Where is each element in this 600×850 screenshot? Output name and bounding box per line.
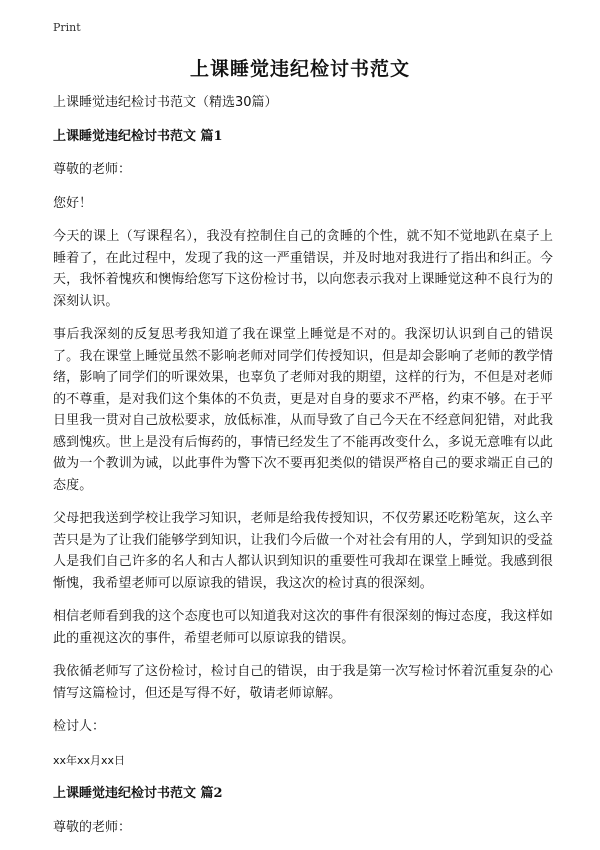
- salutation: 尊敬的老师：: [53, 162, 132, 177]
- body-paragraph: 父母把我送到学校让我学习知识，老师是给我传授知识，不仅劳累还吃粉笔灰，这么辛苦只是为了让我们能够学到知识，让我们今后做一个对社会有用的人，学到知识的受益人是我们自己许多的名人和古人都认识到知识的重要性可我却在课堂上睡觉。我感到很惭愧，我希望老师可以原谅我的错误，我这次的检讨真的很深刻。: [53, 511, 553, 591]
- body-paragraph: 我依循老师写了这份检讨，检讨自己的错误，由于我是第一次写检讨怀着沉重复杂的心情写这篇检讨，但还是写得不好，敬请老师谅解。: [53, 664, 553, 701]
- print-link[interactable]: Print: [53, 21, 81, 34]
- body-paragraph: 相信老师看到我的这个态度也可以知道我对这次的事件有很深刻的悔过态度，我这样如此的重视这次的事件，希望老师可以原谅我的错误。: [53, 609, 553, 646]
- document-subtitle: 上课睡觉违纪检讨书范文（精选30篇）: [53, 95, 278, 110]
- date-line: xx年xx月xx日: [53, 753, 126, 767]
- section-heading: 上课睡觉违纪检讨书范文 篇2: [53, 786, 223, 801]
- document-title: 上课睡觉违纪检讨书范文: [189, 58, 410, 80]
- signer-label: 检讨人：: [53, 719, 106, 734]
- body-paragraph: 今天的课上（写课程名），我没有控制住自己的贪睡的个性，就不知不觉地趴在桌子上睡着了，在此过程中，发现了我的这一严重错误，并及时地对我进行了指出和纠正。今天，我怀着愧疚和懊悔给您写下这份检讨书，以向您表示我对上课睡觉这种不良行为的深刻认识。: [53, 229, 553, 309]
- document-body: [53, 92, 553, 850]
- salutation: 尊敬的老师：: [53, 819, 132, 835]
- greeting: 您好！: [53, 195, 93, 211]
- body-paragraph: 事后我深刻的反复思考我知道了我在课堂上睡觉是不对的。我深切认识到自己的错误了。我在课堂上睡觉虽然不影响老师对同学们传授知识，但是却会影响了老师的教学情绪，影响了同学们的听课效果，也辜负了老师对我的期望，这样的行为，不但是对老师的不尊重，是对我们这个集体的不负责，更是对自身的要求不严格，约束不够。在于平日里我一贯对自己放松要求，放低标准，从而导致了自己今天在不经意间犯错，对此我感到愧疚。世上是没有后悔药的，事情已经发生了不能再改变什么，多说无意唯有以此做为一个教训为诫，以此事件为警下次不要再犯类似的错误严格自己的要求端正自己的态度。: [53, 327, 553, 493]
- section-heading: 上课睡觉违纪检讨书范文 篇1: [53, 128, 223, 144]
